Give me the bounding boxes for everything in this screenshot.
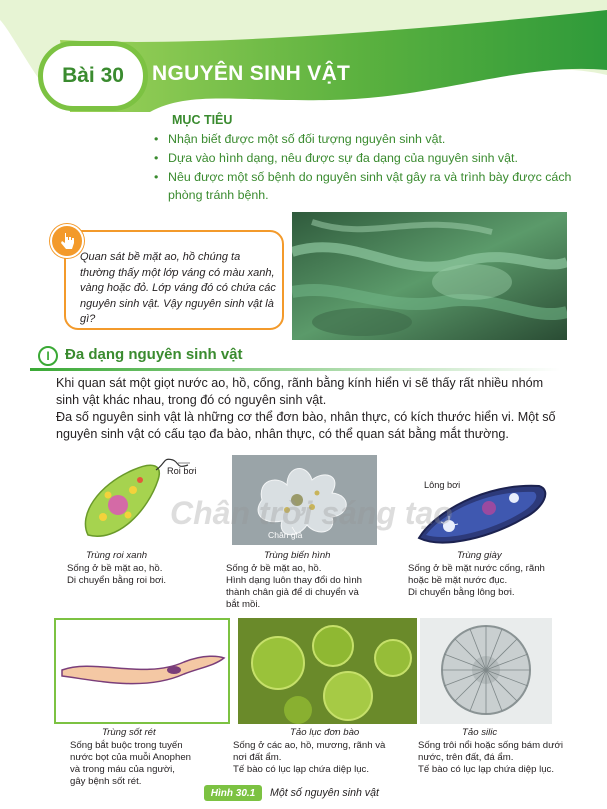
lesson-title: NGUYÊN SINH VẬT — [152, 62, 351, 85]
section-paragraph-1: Khi quan sát một giọt nước ao, hồ, cống, rãnh bằng kính hiển vi sẽ thấy rất nhiều nhóm sinh vật khác nhau, trong đó có nguyên sinh vật. — [56, 376, 544, 407]
organism-desc: Sống ở bề mặt nước cống, rãnh hoặc bề mặt nước đục. Di chuyển bằng lông bơi. — [408, 563, 545, 598]
organism-name: Trùng biến hình — [264, 550, 331, 561]
section-divider — [30, 368, 560, 372]
diatom-photo — [420, 618, 552, 724]
watermark: Chân trời sáng tạo — [170, 495, 453, 531]
objectives-heading: MỤC TIÊU — [172, 113, 233, 127]
objective-item: • Dựa vào hình dạng, nêu được sự đa dạng của nguyên sinh vật. — [152, 149, 572, 167]
objectives-list — [152, 130, 572, 205]
organism-name: Trùng sốt rét — [102, 727, 156, 738]
section-title: Đa dạng nguyên sinh vật — [65, 346, 243, 363]
organism-desc: Sống ở bề mặt ao, hồ. Hình dạng luôn thay đổi do hình thành chân giả để di chuyển và bắt mồi. — [226, 563, 363, 610]
organism-desc: Sống ở bề mặt ao, hồ. Di chuyển bằng roi bơi. — [67, 563, 167, 586]
flagellum-label: Roi bơi — [167, 466, 197, 476]
plasmodium-illustration — [54, 618, 230, 724]
organism-name: Tảo lục đơn bào — [290, 727, 360, 738]
objective-item: • Nhận biết được một số đối tượng nguyên sinh vật. — [152, 130, 572, 148]
lesson-badge — [38, 41, 148, 111]
cilia-label: Lông bơi — [424, 480, 461, 490]
pseudopod-label: Chân giả — [268, 530, 303, 540]
hand-touch-icon — [50, 224, 84, 258]
organism-desc: Sống ở các ao, hồ, mương, rãnh và nơi đất ẩm. Tế bào có lục lạp chứa diệp lục. — [233, 740, 386, 775]
lesson-badge-text: Bài 30 — [62, 64, 124, 87]
question-text: Quan sát bề mặt ao, hồ chúng ta thường thấy một lớp váng có màu xanh, vàng hoặc đỏ. Lớp váng đó có chứa các nguyên sinh vật. Vậy nguyên sinh vật là gì? — [80, 251, 276, 325]
pond-surface-photo — [292, 212, 567, 340]
organism-desc: Sống bắt buộc trong tuyến nước bọt của muỗi Anophen và trong máu của người, gây bệnh sốt rét. — [70, 740, 191, 787]
organism-name: Tảo silic — [462, 727, 498, 738]
objective-item: • Nêu được một số bệnh do nguyên sinh vật gây ra và trình bày được cách phòng tránh bệnh. — [152, 168, 572, 204]
section-paragraph-2: Đa số nguyên sinh vật là những cơ thể đơn bào, nhân thực, có kích thước hiển vi. Một số nguyên sinh vật có cấu tạo đa bào, nhân thực, có thể quan sát bằng mắt thường. — [56, 410, 556, 441]
figure-caption: Một số nguyên sinh vật — [270, 787, 379, 799]
organism-desc: Sống trôi nổi hoặc sống bám dưới nước, trên đất, đá ẩm. Tế bào có lục lạp chứa diệp lục. — [418, 740, 563, 775]
organism-name: Trùng giày — [457, 550, 502, 561]
green-algae-photo — [238, 618, 417, 724]
figure-label: Hình 30.1 — [204, 785, 262, 801]
organism-name: Trùng roi xanh — [86, 550, 148, 561]
section-number: I — [38, 346, 58, 366]
